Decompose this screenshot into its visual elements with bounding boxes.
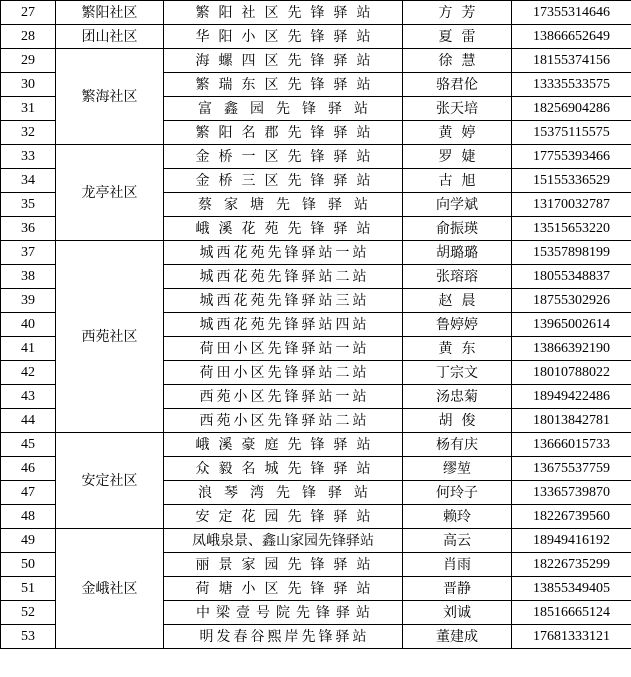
station-name: 明发春谷熙岸先锋驿站 xyxy=(164,625,403,649)
station-name: 繁阳社区先锋驿站 xyxy=(164,1,403,25)
row-number: 48 xyxy=(1,505,56,529)
contact-phone: 13855349405 xyxy=(512,577,631,601)
row-number: 40 xyxy=(1,313,56,337)
station-name: 繁瑞东区先锋驿站 xyxy=(164,73,403,97)
row-number: 28 xyxy=(1,25,56,49)
contact-phone: 17681333121 xyxy=(512,625,631,649)
community-name: 龙亭社区 xyxy=(56,145,164,241)
station-name: 凤峨泉景、鑫山家园先锋驿站 xyxy=(164,529,403,553)
community-name: 西苑社区 xyxy=(56,241,164,433)
row-number: 49 xyxy=(1,529,56,553)
row-number: 32 xyxy=(1,121,56,145)
table-row xyxy=(1,433,631,457)
community-name: 团山社区 xyxy=(56,25,164,49)
contact-phone: 18013842781 xyxy=(512,409,631,433)
contact-phone: 18256904286 xyxy=(512,97,631,121)
contact-person: 杨有庆 xyxy=(403,433,512,457)
station-name: 富鑫园先锋驿站 xyxy=(164,97,403,121)
station-name: 安定花园先锋驿站 xyxy=(164,505,403,529)
row-number: 29 xyxy=(1,49,56,73)
contact-person: 丁宗文 xyxy=(403,361,512,385)
station-name: 西苑小区先锋驿站二站 xyxy=(164,409,403,433)
station-name: 城西花苑先锋驿站四站 xyxy=(164,313,403,337)
contact-phone: 13365739870 xyxy=(512,481,631,505)
contact-person: 缪堃 xyxy=(403,457,512,481)
contact-person: 汤忠菊 xyxy=(403,385,512,409)
station-name: 西苑小区先锋驿站一站 xyxy=(164,385,403,409)
station-name: 峨溪豪庭先锋驿站 xyxy=(164,433,403,457)
contact-phone: 18949416192 xyxy=(512,529,631,553)
table-row xyxy=(1,1,631,25)
row-number: 45 xyxy=(1,433,56,457)
contact-person: 胡璐璐 xyxy=(403,241,512,265)
contact-phone: 18010788022 xyxy=(512,361,631,385)
table-row xyxy=(1,25,631,49)
row-number: 38 xyxy=(1,265,56,289)
contact-person: 赵 晨 xyxy=(403,289,512,313)
row-number: 44 xyxy=(1,409,56,433)
row-number: 34 xyxy=(1,169,56,193)
row-number: 33 xyxy=(1,145,56,169)
contact-phone: 18055348837 xyxy=(512,265,631,289)
table-row xyxy=(1,529,631,553)
station-name: 华阳小区先锋驿站 xyxy=(164,25,403,49)
contact-phone: 13866652649 xyxy=(512,25,631,49)
row-number: 51 xyxy=(1,577,56,601)
row-number: 50 xyxy=(1,553,56,577)
contact-person: 董建成 xyxy=(403,625,512,649)
contact-phone: 18226739560 xyxy=(512,505,631,529)
contact-person: 晋静 xyxy=(403,577,512,601)
contact-person: 鲁婷婷 xyxy=(403,313,512,337)
contact-person: 向学斌 xyxy=(403,193,512,217)
station-name: 荷田小区先锋驿站一站 xyxy=(164,337,403,361)
station-name: 城西花苑先锋驿站一站 xyxy=(164,241,403,265)
station-name: 金桥一区先锋驿站 xyxy=(164,145,403,169)
contact-person: 赖玲 xyxy=(403,505,512,529)
station-name: 荷塘小区先锋驿站 xyxy=(164,577,403,601)
contact-phone: 15357898199 xyxy=(512,241,631,265)
table-row xyxy=(1,241,631,265)
contact-phone: 13675537759 xyxy=(512,457,631,481)
contact-person: 何玲子 xyxy=(403,481,512,505)
community-name: 繁阳社区 xyxy=(56,1,164,25)
row-number: 53 xyxy=(1,625,56,649)
contact-person: 夏 雷 xyxy=(403,25,512,49)
contact-person: 张天培 xyxy=(403,97,512,121)
contact-person: 俞振瑛 xyxy=(403,217,512,241)
contact-person: 方 芳 xyxy=(403,1,512,25)
contact-phone: 13515653220 xyxy=(512,217,631,241)
station-name: 城西花苑先锋驿站三站 xyxy=(164,289,403,313)
contact-person: 黄 婷 xyxy=(403,121,512,145)
row-number: 46 xyxy=(1,457,56,481)
contact-phone: 18755302926 xyxy=(512,289,631,313)
contact-person: 古 旭 xyxy=(403,169,512,193)
community-name: 金峨社区 xyxy=(56,529,164,649)
station-name: 繁阳名郡先锋驿站 xyxy=(164,121,403,145)
contact-person: 罗 婕 xyxy=(403,145,512,169)
station-name: 荷田小区先锋驿站二站 xyxy=(164,361,403,385)
contact-phone: 15155336529 xyxy=(512,169,631,193)
station-name: 丽景家园先锋驿站 xyxy=(164,553,403,577)
contact-phone: 13170032787 xyxy=(512,193,631,217)
row-number: 41 xyxy=(1,337,56,361)
contact-phone: 13866392190 xyxy=(512,337,631,361)
contact-person: 胡 俊 xyxy=(403,409,512,433)
contact-phone: 15375115575 xyxy=(512,121,631,145)
station-name: 峨溪花苑先锋驿站 xyxy=(164,217,403,241)
station-name: 蔡家塘先锋驿站 xyxy=(164,193,403,217)
contact-person: 黄 东 xyxy=(403,337,512,361)
station-name: 浪琴湾先锋驿站 xyxy=(164,481,403,505)
station-name: 中梁壹号院先锋驿站 xyxy=(164,601,403,625)
community-name: 安定社区 xyxy=(56,433,164,529)
contact-person: 徐 慧 xyxy=(403,49,512,73)
row-number: 31 xyxy=(1,97,56,121)
station-name: 海螺四区先锋驿站 xyxy=(164,49,403,73)
row-number: 47 xyxy=(1,481,56,505)
contact-phone: 13335533575 xyxy=(512,73,631,97)
contact-phone: 17755393466 xyxy=(512,145,631,169)
row-number: 39 xyxy=(1,289,56,313)
contact-phone: 18155374156 xyxy=(512,49,631,73)
table-row xyxy=(1,49,631,73)
station-name: 城西花苑先锋驿站二站 xyxy=(164,265,403,289)
row-number: 27 xyxy=(1,1,56,25)
row-number: 43 xyxy=(1,385,56,409)
station-name: 金桥三区先锋驿站 xyxy=(164,169,403,193)
row-number: 35 xyxy=(1,193,56,217)
contact-phone: 18516665124 xyxy=(512,601,631,625)
contact-phone: 13965002614 xyxy=(512,313,631,337)
contact-person: 骆君伦 xyxy=(403,73,512,97)
contact-phone: 18949422486 xyxy=(512,385,631,409)
contact-person: 高云 xyxy=(403,529,512,553)
row-number: 30 xyxy=(1,73,56,97)
table-body xyxy=(1,1,631,649)
row-number: 42 xyxy=(1,361,56,385)
contact-person: 肖雨 xyxy=(403,553,512,577)
station-name: 众毅名城先锋驿站 xyxy=(164,457,403,481)
contact-phone: 13666015733 xyxy=(512,433,631,457)
row-number: 37 xyxy=(1,241,56,265)
contact-phone: 18226735299 xyxy=(512,553,631,577)
contact-person: 刘诚 xyxy=(403,601,512,625)
row-number: 52 xyxy=(1,601,56,625)
contact-phone: 17355314646 xyxy=(512,1,631,25)
community-name: 繁海社区 xyxy=(56,49,164,145)
row-number: 36 xyxy=(1,217,56,241)
table-row xyxy=(1,145,631,169)
contact-person: 张瑢瑢 xyxy=(403,265,512,289)
